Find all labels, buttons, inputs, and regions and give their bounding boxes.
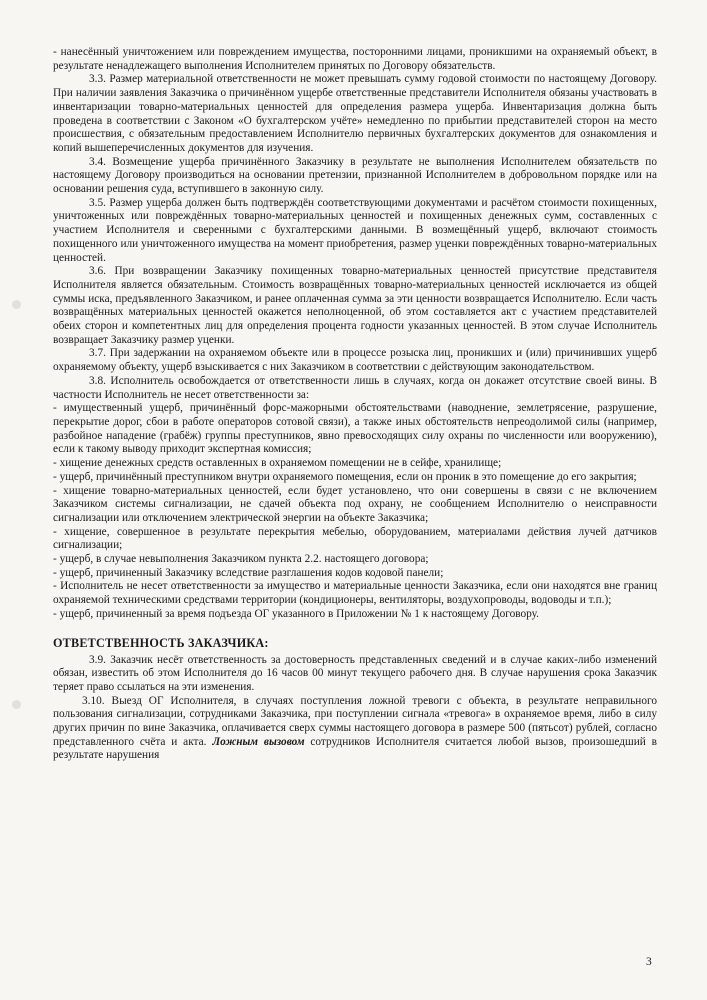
paragraph-3-3: 3.3. Размер материальной ответственности не может превышать сумму годовой стоимости по настоящему Договору. При наличии заявления Заказчика о причинённом ущербе ответственные представители Исполнителя обязаны участвовать в инвентаризации товарно-материальных ценностей для определения размера ущерба. Инвентаризация должна быть проведена в соответствии с Законом «О бухгалтерском учёте» немедленно по прибытии представителей сторон на место происшествия, с обязательным предоставлением Исполнителю первичных бухгалтерских документов для ознакомления и копий вышеперечисленных документов для изучения. <box>53 73 657 154</box>
list-item-force-majeure: - имущественный ущерб, причинённый форс-мажорными обстоятельствами (наводнение, землетрясение, разрушение, перекрытие дорог, сбои в работе операторов сотовой связи), а также иных обстоятельств непреодолимой силы (например, разбойное нападение (грабёж) группы преступников, явно превосходящих силу охраны по численности или вооружению), если к такому выводу приходит экспертная комиссия; <box>53 402 657 456</box>
section-heading: ОТВЕТСТВЕННОСТЬ ЗАКАЗЧИКА: <box>53 635 269 650</box>
list-item-sensor-blocked: - хищение, совершенное в результате перекрытия мебелью, оборудованием, материалами действия лучей датчиков сигнализации; <box>53 525 657 552</box>
paragraph-3-10-text: 3.10. Выезд ОГ Исполнителя, в случаях поступления ложной тревоги с объекта, в результате неправильного пользования сигнализации, сотрудниками Заказчика, при поступлении сигнала «тревога» в охраняемое время, либо в силу других причин по вине Заказчика, оплачивается сверх суммы настоящего договора в размере 500 (пятьсот) рублей, согласно представленного счёта и акта. <box>53 694 657 748</box>
paragraph-3-5: 3.5. Размер ущерба должен быть подтверждён соответствующими документами и расчётом стоимости похищенных, уничтоженных или повреждённых товарно-материальных ценностей и похищенных денежных сумм, составленных с участием Исполнителя и сверенными с бухгалтерскими данными. В возмещённый ущерб, включают стоимость похищенного или уничтоженного имущества на момент приобретения, размер уценки повреждённых товарно-материальных ценностей. <box>53 196 657 264</box>
list-item-arrival-time: - ущерб, причиненный за время подъезда ОГ указанного в Приложении № 1 к настоящему Договору. <box>53 607 539 620</box>
false-call-emphasis: Ложным вызовом <box>212 735 305 748</box>
list-item-alarm-not-enabled: - хищение товарно-материальных ценностей, если будет установлено, что они совершены в связи с не включением Заказчиком системы сигнализации, не сдачей объекта под охрану, не сообщением Исполнителю о неисправности сигнализации или отключением электрической энергии на объекте Заказчика; <box>53 484 657 524</box>
document-body <box>53 46 657 763</box>
paragraph-3-10-continuation: сотрудников Исполнителя считается любой вызов, произошедший в результате нарушения <box>53 735 657 762</box>
paragraph-3-9: 3.9. Заказчик несёт ответственность за достоверность представленных сведений и в случае каких-либо изменений обязан, известить об этом Исполнителя до 16 часов 00 минут текущего рабочего дня. В случае нарушения срока Заказчик теряет право ссылаться на эти изменения. <box>53 653 657 693</box>
list-item-outside-perimeter: - Исполнитель не несет ответственности за имущество и материальные ценности Заказчика, если они находятся вне границ охраняемой техническими средствами территории (кондиционеры, вентиляторы, воздухопроводы, водоводы и т.п.); <box>53 580 657 607</box>
page-number: 3 <box>646 956 652 968</box>
paragraph-3-6: 3.6. При возвращении Заказчику похищенных товарно-материальных ценностей присутствие представителя Исполнителя является обязательным. Стоимость возвращённых товарно-материальных ценностей исключается из общей суммы иска, предъявленного Заказчиком, и ранее оплаченная сумма за эти ценности возвращается Исполнителю. Если часть возвращённых материальных ценностей окажется неполноценной, об этом составляется акт с участием представителей обеих сторон и компетентных лиц для определения процента годности указанных ценностей. В этом случае Исполнитель возвращает Заказчику размер уценки. <box>53 265 657 346</box>
paragraph-intro: - нанесённый уничтожением или повреждением имущества, посторонними лицами, проникшими на охраняемый объект, в результате ненадлежащего выполнения Исполнителем принятых по Договору обязательств. <box>53 46 657 72</box>
paragraph-3-8: 3.8. Исполнитель освобождается от ответственности лишь в случаях, когда он докажет отсутствие своей вины. В частности Исполнитель не несет ответственности за: <box>53 374 657 401</box>
punch-hole-mark <box>12 700 21 709</box>
paragraph-3-4: 3.4. Возмещение ущерба причинённого Заказчику в результате не выполнения Исполнителем обязательств по настоящему Договору производиться на основании претензии, признанной Исполнителем в добровольном порядке или на основании решения суда, вступившего в законную силу. <box>53 155 657 196</box>
list-item-cash-theft: - хищение денежных средств оставленных в охраняемом помещении не в сейфе, хранилище; <box>53 457 502 470</box>
punch-hole-mark <box>12 300 21 309</box>
paragraph-3-10 <box>53 695 657 764</box>
list-item-intruder-inside: - ущерб, причинённый преступником внутри охраняемого помещения, если он проник в это помещение до его закрытия; <box>53 470 637 483</box>
list-item-code-disclosure: - ущерб, причиненный Заказчику вследствие разглашения кодов кодовой панели; <box>53 566 444 579</box>
list-item-clause-2-2: - ущерб, в случае невыполнения Заказчиком пункта 2.2. настоящего договора; <box>53 553 429 566</box>
paragraph-3-7: 3.7. При задержании на охраняемом объекте или в процессе розыска лиц, проникших и (или) причинивших ущерб охраняемому объекту, ущерб взыскивается с них Заказчиком в соответствии с действующим законодательством. <box>53 347 657 374</box>
